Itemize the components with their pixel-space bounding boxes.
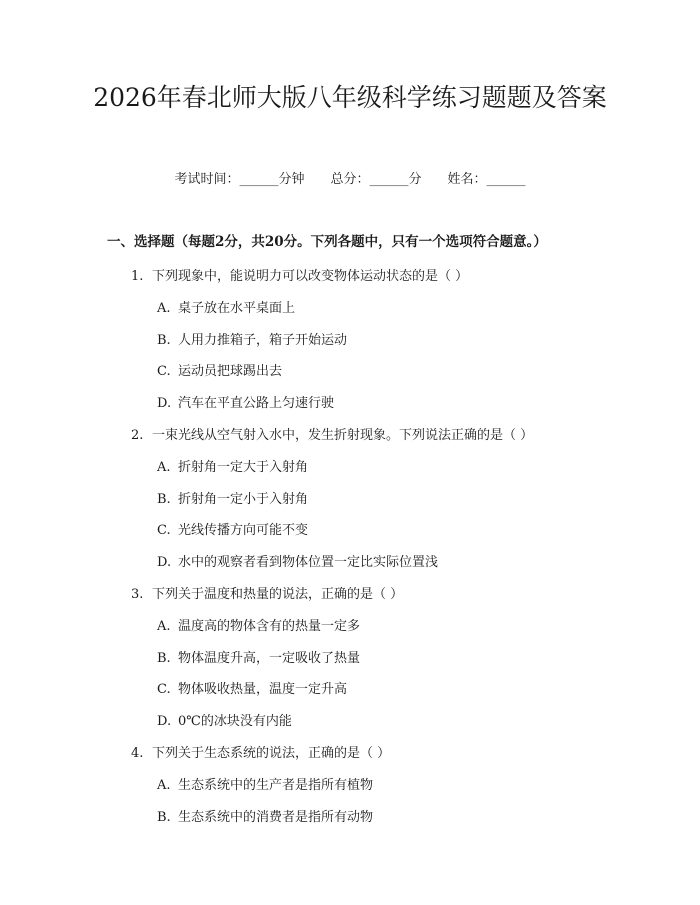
option-text: 生态系统中的生产者是指所有植物: [178, 777, 374, 793]
option-text: 人用力推箱子，箱子开始运动: [178, 332, 348, 348]
student-name-field: 姓名：______: [447, 172, 526, 187]
answer-option: [157, 547, 700, 579]
option-letter: C.: [157, 523, 171, 539]
option-letter: B.: [157, 332, 171, 348]
question-text: 下列关于温度和热量的说法，正确的是（ ）: [152, 586, 404, 602]
question-number: 4.: [131, 745, 144, 761]
answer-option: [157, 515, 700, 547]
option-letter: A.: [157, 459, 171, 475]
exam-time-field: 考试时间：______分钟: [174, 172, 305, 187]
answer-option: [157, 484, 700, 516]
question-text: 下列现象中，能说明力可以改变物体运动状态的是（ ）: [152, 269, 469, 284]
answer-option: [157, 611, 700, 643]
answer-option: [157, 802, 700, 834]
question-list: [0, 261, 700, 833]
exam-meta: [0, 168, 700, 187]
option-text: 桌子放在水平桌面上: [178, 300, 296, 316]
question-stem: [131, 738, 700, 770]
option-letter: C.: [157, 682, 171, 698]
question-text: 下列关于生态系统的说法，正确的是（ ）: [152, 745, 391, 761]
total-score-field: 总分：______分: [330, 172, 422, 187]
option-text: 汽车在平直公路上匀速行驶: [178, 396, 335, 412]
question-stem: [131, 420, 700, 452]
option-letter: B.: [157, 809, 171, 825]
option-letter: B.: [157, 491, 171, 507]
question-text: 一束光线从空气射入水中，发生折射现象。下列说法正确的是（ ）: [152, 427, 534, 443]
option-letter: D.: [157, 714, 172, 730]
option-text: 0℃的冰块没有内能: [178, 714, 292, 730]
option-letter: A.: [157, 618, 171, 634]
option-letter: D.: [157, 396, 172, 412]
question-number: 3.: [131, 586, 144, 602]
option-text: 水中的观察者看到物体位置一定比实际位置浅: [178, 555, 439, 571]
option-letter: D.: [157, 555, 172, 571]
answer-option: [157, 674, 700, 706]
document-title: 2026年春北师大版八年级科学练习题题及答案: [93, 83, 607, 112]
answer-option: [157, 643, 700, 675]
option-letter: A.: [157, 777, 171, 793]
option-text: 运动员把球踢出去: [178, 364, 283, 380]
answer-option: [157, 356, 700, 388]
option-letter: A.: [157, 300, 171, 316]
option-text: 温度高的物体含有的热量一定多: [178, 618, 361, 634]
question-number: 2.: [131, 427, 144, 443]
answer-option: [157, 452, 700, 484]
option-letter: C.: [157, 364, 171, 380]
option-text: 物体吸收热量，温度一定升高: [178, 682, 348, 698]
question-number: 1.: [131, 269, 144, 284]
answer-option: [157, 770, 700, 802]
answer-option: [157, 388, 700, 420]
option-text: 光线传播方向可能不变: [178, 523, 309, 539]
question-stem: [131, 261, 700, 293]
option-text: 折射角一定大于入射角: [178, 459, 309, 475]
answer-option: [157, 293, 700, 325]
option-text: 折射角一定小于入射角: [178, 491, 309, 507]
option-text: 物体温度升高，一定吸收了热量: [178, 650, 361, 666]
section-heading: 一、选择题（每题2分，共20分。下列各题中，只有一个选项符合题意。）: [107, 234, 547, 250]
option-text: 生态系统中的消费者是指所有动物: [178, 809, 374, 825]
option-letter: B.: [157, 650, 171, 666]
answer-option: [157, 706, 700, 738]
answer-option: [157, 325, 700, 357]
question-stem: [131, 579, 700, 611]
